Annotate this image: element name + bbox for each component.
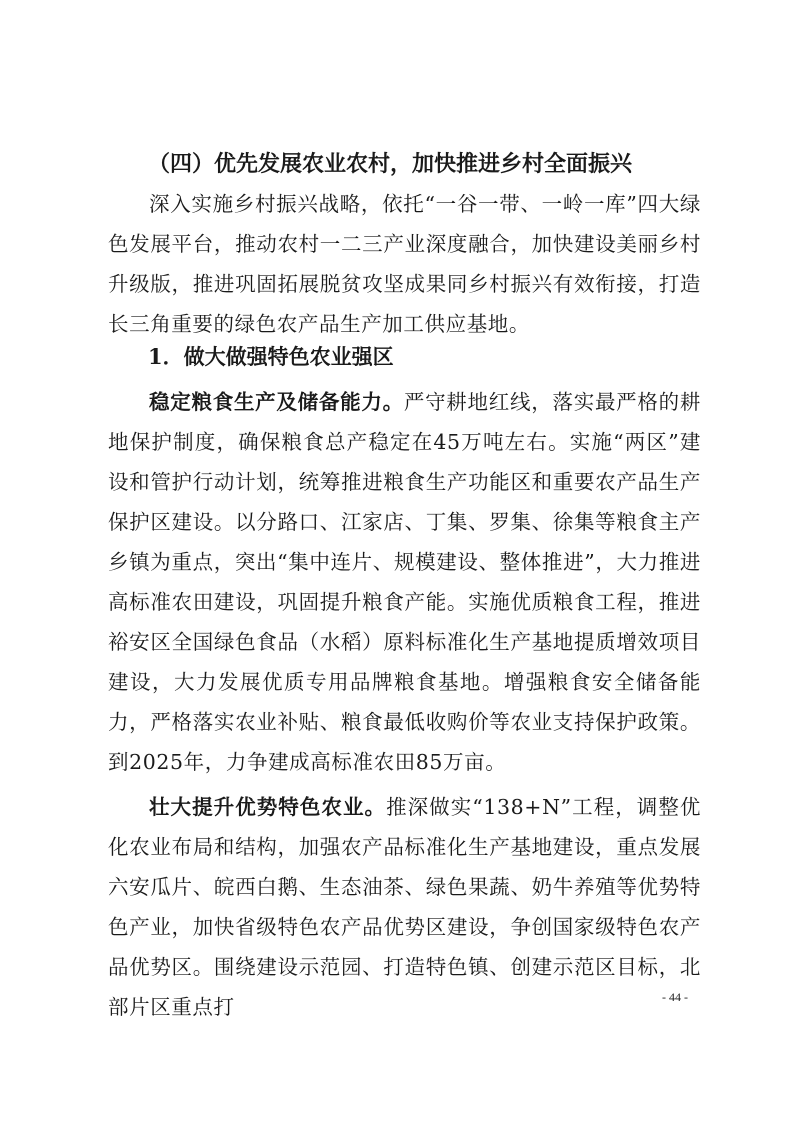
page-number: - 44 - <box>662 990 688 1004</box>
paragraph-specialty-body: 推深做实“138+N”工程，调整优化农业布局和结构，加强农产品标准化生产基地建设，重点发展六安瓜片、皖西白鹅、生态油茶、绿色果蔬、奶牛养殖等优势特色产业，加快省级特色农产品优势区建设，争创国家级特色农产品优势区。围绕建设示范园、打造特色镇、创建示范区目标，北部片区重点打 <box>108 795 701 1019</box>
paragraph-intro: 深入实施乡村振兴战略，依托“一谷一带、一岭一库”四大绿色发展平台，推动农村一二三产业深度融合，加快建设美丽乡村升级版，推进巩固拓展脱贫攻坚成果同乡村振兴有效衔接，打造长三角重要的绿色农产品生产加工供应基地。 <box>108 192 701 336</box>
section-heading: （四）优先发展农业农村，加快推进乡村全面振兴 <box>148 151 633 177</box>
subheading: 1．做大做强特色农业强区 <box>148 344 394 369</box>
paragraph-specialty-lead: 壮大提升优势特色农业。 <box>149 795 387 819</box>
paragraph-grain-lead: 稳定粮食生产及储备能力。 <box>149 390 404 414</box>
paragraph-specialty <box>108 787 701 1027</box>
paragraph-grain-body: 严守耕地红线，落实最严格的耕地保护制度，确保粮食总产稳定在45万吨左右。实施“两区”建设和管护行动计划，统筹推进粮食生产功能区和重要农产品生产保护区建设。以分路口、江家店、丁集、罗集、徐集等粮食主产乡镇为重点，突出“集中连片、规模建设、整体推进”，大力推进高标准农田建设，巩固提升粮食产能。实施优质粮食工程，推进裕安区全国绿色食品（水稻）原料标准化生产基地提质增效项目建设，大力发展优质专用品牌粮食基地。增强粮食安全储备能力，严格落实农业补贴、粮食最低收购价等农业支持保护政策。到2025年，力争建成高标准农田85万亩。 <box>108 390 701 774</box>
paragraph-grain <box>108 382 701 782</box>
